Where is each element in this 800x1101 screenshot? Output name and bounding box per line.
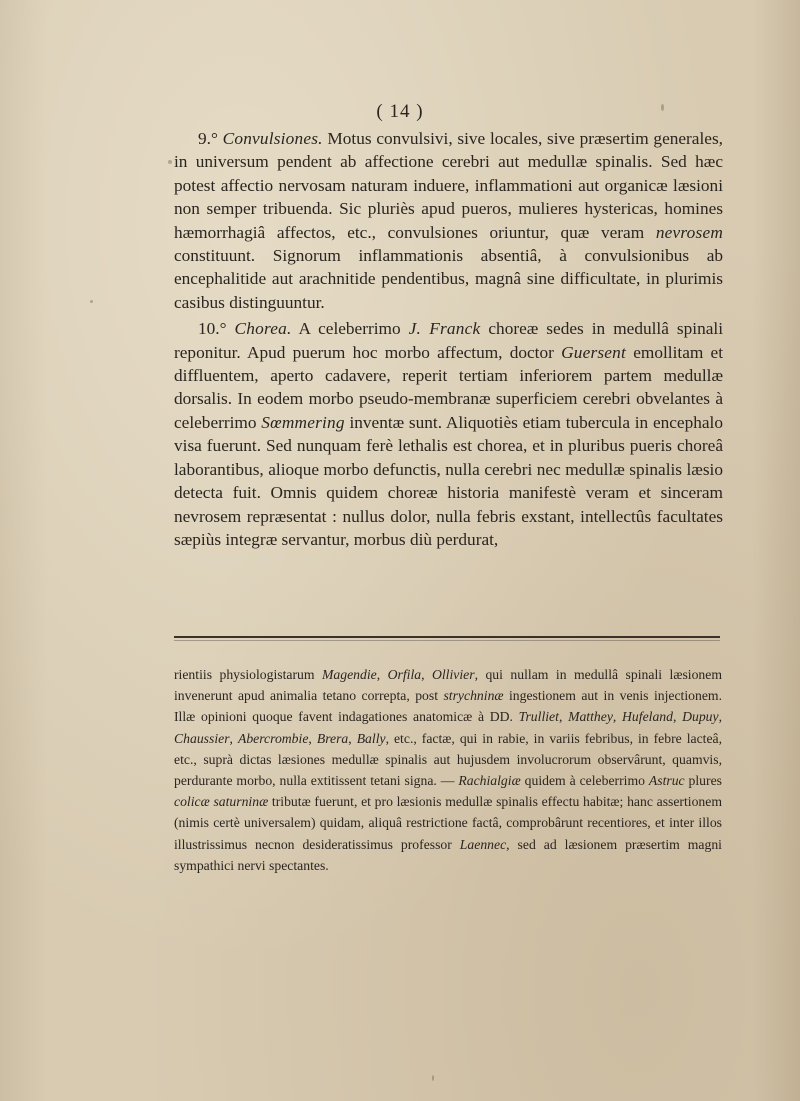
paragraph-text: inventæ sunt. Aliquotiès etiam tubercula in encephalo visa fuerunt. Sed nunquam ferè lethalis est chorea, et in pluribus pueris choreâ laborantibus, alioque morbo defunctis, nulla cerebri nec medullæ spinalis læsio detecta fuit. Omnis quidem choreæ historia manifestè veram et sinceram nevrosem repræsentat : nullus dolor, nulla febris exstant, intellectûs facultates sæpiùs integræ servantur, morbus diù perdurat, (174, 412, 723, 549)
italic-term: Abercrombie (237, 730, 309, 746)
italic-term: Dupuy (682, 709, 719, 725)
footnote-fragment: , qui nullam in medullâ spinali læsionem invenerunt apud animalia tetano correpta, post (174, 667, 722, 704)
footnote-divider-shadow (174, 640, 720, 641)
italic-term: Ollivier (431, 667, 475, 682)
footnote-fragment: , (421, 667, 432, 682)
paper-spot (90, 300, 93, 303)
italic-term: Matthey (568, 709, 613, 725)
author-name: Sœmmering (261, 412, 345, 432)
paragraph-text: constituunt. Signorum inflammationis absentiâ, à convulsionibus ab encephalitide aut arachnitide pendentibus, magnâ sine difficultate, in plurimis casibus distinguuntur. (174, 246, 723, 312)
footnote-fragment: , (672, 709, 683, 725)
paper-spot (168, 160, 172, 164)
italic-term: colicæ saturninæ (174, 794, 269, 810)
footnote-fragment: tributæ fuerunt, et pro læsionis medullæ spinalis effectu habitæ; hanc assertionem (nimis certè universalem) quidam, aliquâ restrictione factâ, comprobârunt recentiores, et inter illos illustrissimus necnon desideratissimus professor (174, 794, 722, 852)
footnote (174, 664, 722, 876)
italic-term: strychninæ (443, 688, 504, 704)
author-name: J. Franck (408, 319, 481, 339)
paragraph-text: Motus convulsivi, sive locales, sive præsertim generales, in universum pendent ab affectione cerebri aut medullæ spinalis. Sed hæc potest affectio nervosam naturam induere, inflammationi aut organicæ læsioni non semper tribuenda. Sic pluriès apud pueros, mulieres hystericas, homines hæmorrhagiâ affectos, etc., convulsiones oriuntur, quæ veram (174, 129, 723, 242)
footnote-fragment: rientiis physiologistarum (174, 667, 322, 682)
footnote-fragment: , (376, 667, 388, 682)
italic-term: Brera (316, 730, 349, 746)
footnote-fragment: , (612, 709, 623, 725)
paper-spot (432, 1075, 434, 1081)
footnote-fragment: , sed ad læsionem præsertim magni sympathici nervi spectantes. (174, 836, 722, 873)
page-number: ( 14 ) (376, 101, 424, 122)
italic-term: nevrosem (655, 222, 723, 242)
italic-term: Chaussier (174, 730, 230, 746)
footnote-fragment: quidem à celeberrimo (520, 773, 649, 789)
footnote-fragment: , (348, 730, 357, 746)
section-number: 10.° (198, 319, 227, 339)
section-number: 9.° (198, 129, 218, 148)
footnote-fragment: , (718, 709, 723, 725)
paragraph-text: emollitam et diffluentem, aperto cadavere, reperit tertiam inferiorem partem medullæ dorsalis. In eodem morbo pseudo-membranæ superficiem cerebri obvelantes à celeberrimo (174, 342, 723, 432)
italic-term: Bally (356, 730, 386, 746)
italic-term: Laennec (459, 836, 507, 852)
paper-spot (661, 104, 664, 111)
paragraph-convulsiones (174, 127, 723, 314)
italic-term: Astruc (648, 773, 685, 789)
paragraph-text: choreæ sedes in medullâ spinali reponitur. Apud puerum hoc morbo affectum, doctor (174, 319, 723, 362)
footnote-fragment: , (229, 730, 238, 746)
italic-term: Rachialgiæ (458, 773, 521, 789)
italic-term: Orfila (387, 667, 422, 682)
footnote-fragment: plures (684, 773, 722, 789)
footnote-divider (174, 636, 720, 638)
paragraph-chorea (174, 317, 723, 551)
footnote-fragment: ingestionem aut in venis injectionem. Illæ opinioni quoque favent indagationes anatomicæ à DD. (174, 688, 722, 725)
footnote-fragment: , etc., factæ, qui in rabie, in variis febribus, in febre lacteâ, etc., suprà dictas læsiones medullæ spinalis aut hujusdem involucrorum observârunt, quamvis, perdurante morbo, nulla extitissent tetani signa. — (174, 730, 723, 789)
main-text (174, 127, 723, 551)
italic-term: Magendie (322, 667, 377, 682)
section-heading: Convulsiones. (222, 129, 323, 148)
footnote-fragment: , (558, 709, 569, 725)
footnote-text (174, 664, 722, 876)
section-heading: Chorea. (234, 319, 292, 339)
author-name: Guersent (561, 342, 627, 362)
paragraph-text: A celeberrimo (291, 319, 409, 339)
italic-term: Hufeland (622, 709, 673, 725)
footnote-fragment: , (308, 730, 317, 746)
italic-term: Trulliet (518, 709, 559, 725)
